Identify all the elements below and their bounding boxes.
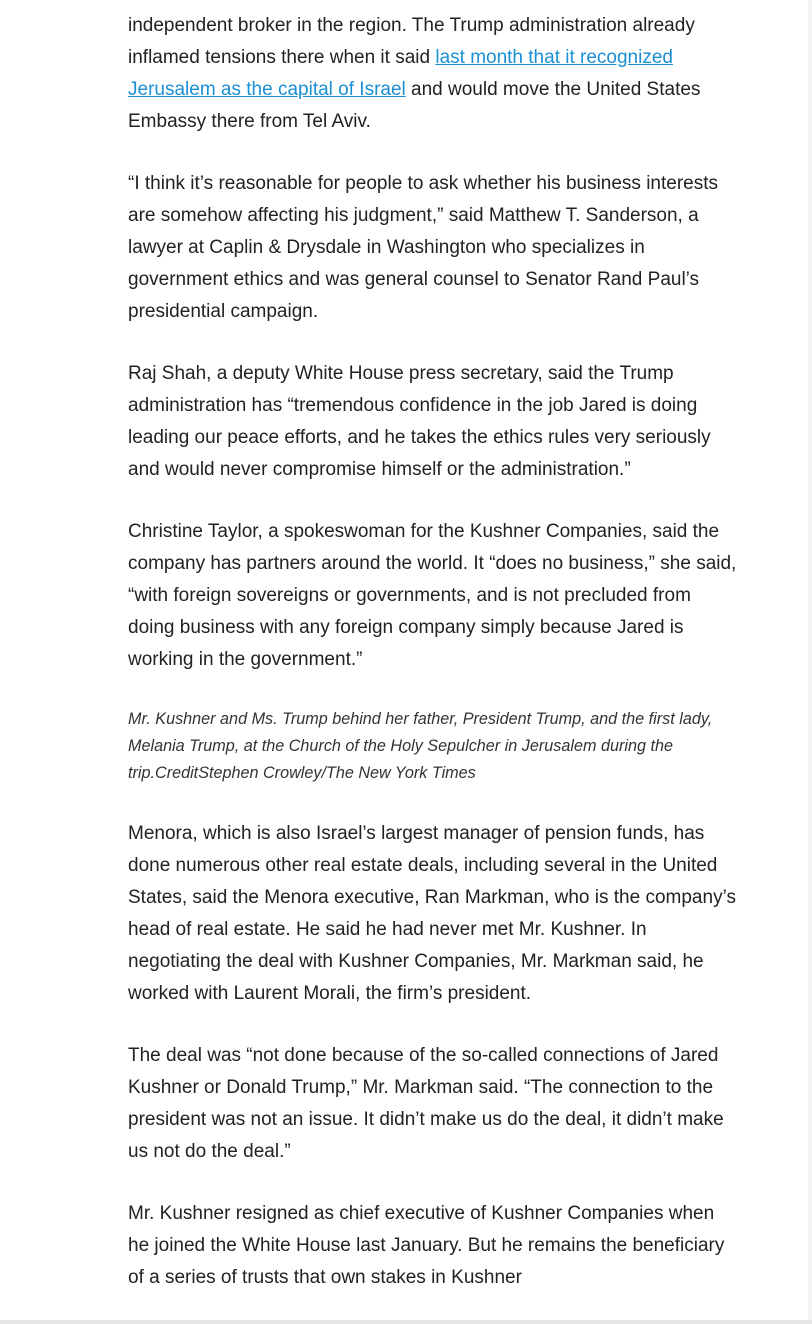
photo-caption [128,706,728,787]
paragraph-1 [128,10,738,138]
caption-credit: Stephen Crowley/The New York Times [198,764,476,782]
paragraph-3: Raj Shah, a deputy White House press secretary, said the Trump administration has “tremendous confidence in the job Jared is doing leading our peace efforts, and he takes the ethics rules very seriously and would never compromise himself or the administration.” [128,363,711,480]
paragraph-4: Christine Taylor, a spokeswoman for the Kushner Companies, said the company has partners around the world. It “does no business,” she said, “with foreign sovereigns or governments, and is not precluded from doing business with any foreign company simply because Jared is working in the government.” [128,521,737,670]
caption-text: Mr. Kushner and Ms. Trump behind her father, President Trump, and the first lady, Melania Trump, at the Church of the Holy Sepulcher in Jerusalem during the trip. [128,710,713,782]
window-bottom-edge [0,1320,812,1324]
paragraph-1-text-after: and would move the United States Embassy there from Tel Aviv. [128,79,701,132]
paragraph-2: “I think it’s reasonable for people to ask whether his business interests are somehow affecting his judgment,” said Matthew T. Sanderson, a lawyer at Caplin & Drysdale in Washington who specializes in government ethics and was general counsel to Senator Rand Paul’s presidential campaign. [128,173,719,322]
caption-credit-label: Credit [155,764,199,782]
paragraph-5: Menora, which is also Israel’s largest manager of pension funds, has done numerous other real estate deals, including several in the United States, said the Menora executive, Ran Markman, who is the company’s head of real estate. He said he had never met Mr. Kushner. In negotiating the deal with Kushner Companies, Mr. Markman said, he worked with Laurent Morali, the firm’s president. [128,823,736,1004]
article-body [128,10,738,1324]
paragraph-1-text-before: independent broker in the region. The Trump administration already inflamed tensions there when it said [128,15,695,68]
jerusalem-capital-link[interactable]: last month that it recognized Jerusalem as the capital of Israel [128,47,673,100]
paragraph-7: Mr. Kushner resigned as chief executive of Kushner Companies when he joined the White House last January. But he remains the beneficiary of a series of trusts that own stakes in Kushner [128,1203,725,1288]
window-right-edge [808,0,812,1324]
paragraph-6: The deal was “not done because of the so-called connections of Jared Kushner or Donald Trump,” Mr. Markman said. “The connection to the president was not an issue. It didn’t make us do the deal, it didn’t make us not do the deal.” [128,1045,724,1162]
